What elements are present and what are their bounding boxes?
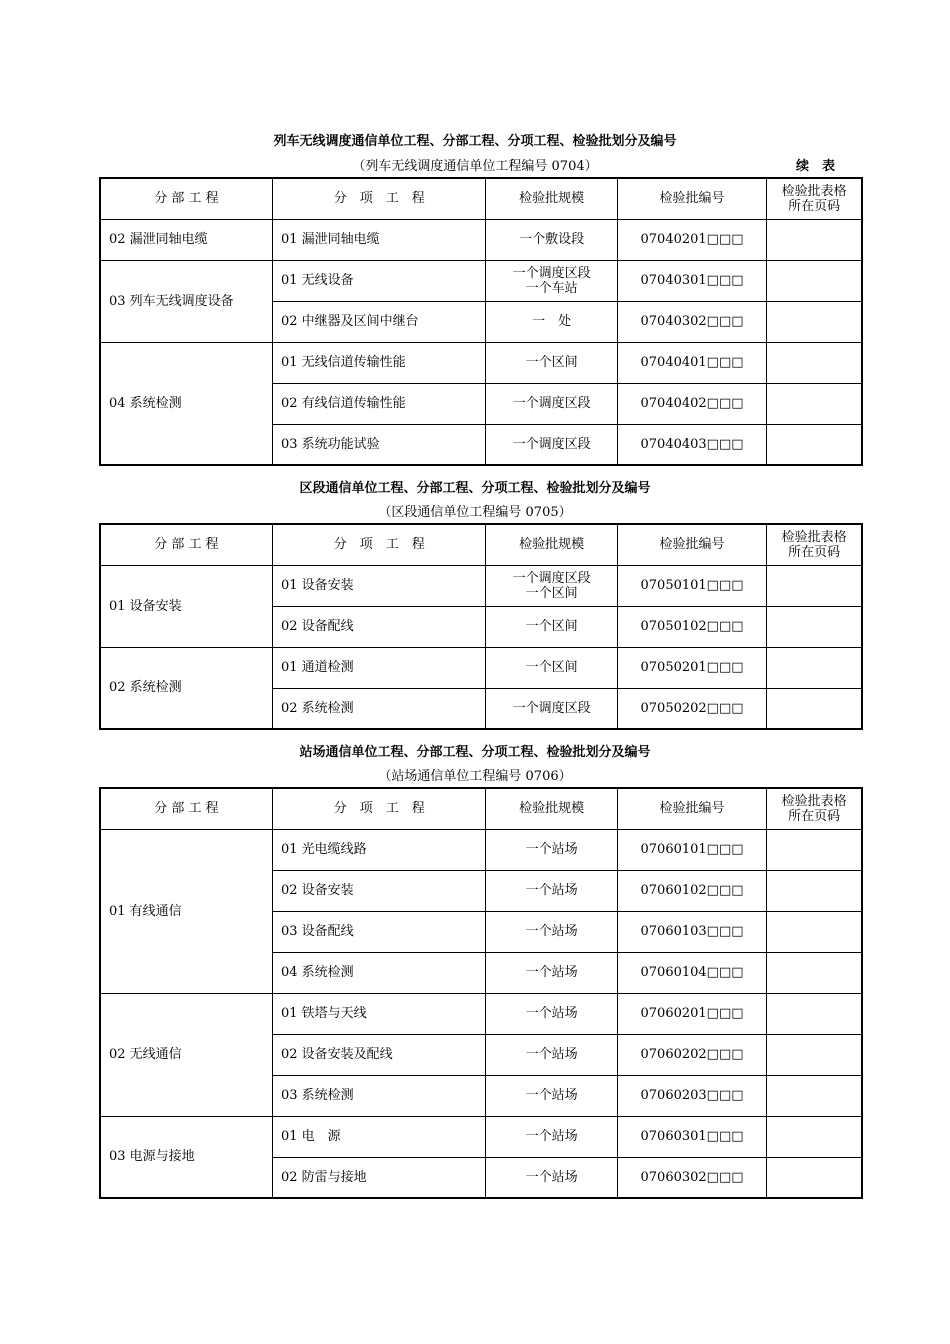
page-cell — [767, 342, 862, 383]
scale-cell: 一个调度区段 — [486, 383, 617, 424]
code-cell: 07050101□□□ — [617, 565, 766, 606]
table-0704 — [99, 177, 863, 466]
scale-cell: 一个站场 — [486, 993, 617, 1034]
page-cell — [767, 1075, 862, 1116]
table-header-row — [100, 178, 862, 219]
table-header-row — [100, 524, 862, 565]
table-header-row — [100, 788, 862, 829]
subitem-cell: 02 防雷与接地 — [272, 1157, 486, 1198]
division-cell: 01 有线通信 — [100, 829, 272, 993]
scale-cell: 一个调度区段 — [486, 688, 617, 729]
subitem-cell: 01 漏泄同轴电缆 — [272, 219, 486, 260]
header-page: 检验批表格 所在页码 — [767, 178, 862, 219]
table-0705 — [99, 523, 863, 730]
code-cell: 07060101□□□ — [617, 829, 766, 870]
scale-cell: 一个区间 — [486, 342, 617, 383]
scale-cell: 一个调度区段 一个车站 — [486, 260, 617, 301]
scale-cell: 一个调度区段 — [486, 424, 617, 465]
code-cell: 07060301□□□ — [617, 1116, 766, 1157]
section-subtitle: （站场通信单位工程编号 0706） — [378, 769, 572, 784]
division-cell: 01 设备安装 — [100, 565, 272, 647]
code-cell: 07050201□□□ — [617, 647, 766, 688]
header-code: 检验批编号 — [617, 524, 766, 565]
subitem-cell: 01 通道检测 — [272, 647, 486, 688]
subitem-cell: 01 无线信道传输性能 — [272, 342, 486, 383]
code-cell: 07060202□□□ — [617, 1034, 766, 1075]
header-code: 检验批编号 — [617, 788, 766, 829]
header-scale: 检验批规模 — [486, 178, 617, 219]
page-cell — [767, 301, 862, 342]
scale-cell: 一个站场 — [486, 829, 617, 870]
code-cell: 07050102□□□ — [617, 606, 766, 647]
subitem-cell: 03 系统检测 — [272, 1075, 486, 1116]
division-cell: 02 无线通信 — [100, 993, 272, 1116]
subitem-cell: 03 系统功能试验 — [272, 424, 486, 465]
page-cell — [767, 260, 862, 301]
section-title: 列车无线调度通信单位工程、分部工程、分项工程、检验批划分及编号 — [273, 134, 677, 149]
subitem-cell: 02 设备安装及配线 — [272, 1034, 486, 1075]
code-cell: 07060103□□□ — [617, 911, 766, 952]
subitem-cell: 02 设备配线 — [272, 606, 486, 647]
scale-cell: 一个调度区段 一个区间 — [486, 565, 617, 606]
header-page: 检验批表格 所在页码 — [767, 524, 862, 565]
scale-cell: 一个站场 — [486, 952, 617, 993]
header-subitem: 分 项 工 程 — [272, 524, 486, 565]
code-cell: 07040402□□□ — [617, 383, 766, 424]
table-row — [100, 342, 862, 383]
subitem-cell: 02 有线信道传输性能 — [272, 383, 486, 424]
section-subtitle: （区段通信单位工程编号 0705） — [378, 505, 572, 520]
division-cell: 02 系统检测 — [100, 647, 272, 729]
section-subtitle: （列车无线调度通信单位工程编号 0704） — [352, 159, 598, 174]
scale-cell: 一 处 — [486, 301, 617, 342]
scale-cell: 一个区间 — [486, 647, 617, 688]
header-scale: 检验批规模 — [486, 524, 617, 565]
page-cell — [767, 911, 862, 952]
header-subitem: 分 项 工 程 — [272, 178, 486, 219]
page-cell — [767, 565, 862, 606]
subitem-cell: 01 无线设备 — [272, 260, 486, 301]
page-cell — [767, 829, 862, 870]
subitem-cell: 02 中继器及区间中继台 — [272, 301, 486, 342]
table-0706 — [99, 787, 863, 1199]
subitem-cell: 01 光电缆线路 — [272, 829, 486, 870]
header-page: 检验批表格 所在页码 — [767, 788, 862, 829]
header-subitem: 分 项 工 程 — [272, 788, 486, 829]
division-cell: 03 列车无线调度设备 — [100, 260, 272, 342]
page-cell — [767, 424, 862, 465]
continued-label: 续 表 — [796, 159, 836, 174]
header-scale: 检验批规模 — [486, 788, 617, 829]
table-row — [100, 260, 862, 301]
page-cell — [767, 952, 862, 993]
header-division: 分 部 工 程 — [100, 178, 272, 219]
table-row — [100, 647, 862, 688]
division-cell: 03 电源与接地 — [100, 1116, 272, 1198]
scale-cell: 一个站场 — [486, 1157, 617, 1198]
page-cell — [767, 606, 862, 647]
table-row — [100, 829, 862, 870]
code-cell: 07060102□□□ — [617, 870, 766, 911]
section-title: 站场通信单位工程、分部工程、分项工程、检验批划分及编号 — [299, 745, 651, 760]
table-row — [100, 993, 862, 1034]
page-cell — [767, 1157, 862, 1198]
page-cell — [767, 219, 862, 260]
scale-cell: 一个站场 — [486, 1116, 617, 1157]
scale-cell: 一个敷设段 — [486, 219, 617, 260]
table-row — [100, 219, 862, 260]
scale-cell: 一个区间 — [486, 606, 617, 647]
code-cell: 07040403□□□ — [617, 424, 766, 465]
code-cell: 07040301□□□ — [617, 260, 766, 301]
page-cell — [767, 688, 862, 729]
subitem-cell: 02 设备安装 — [272, 870, 486, 911]
code-cell: 07060201□□□ — [617, 993, 766, 1034]
page-cell — [767, 1116, 862, 1157]
scale-cell: 一个站场 — [486, 1075, 617, 1116]
subitem-cell: 01 电 源 — [272, 1116, 486, 1157]
scale-cell: 一个站场 — [486, 911, 617, 952]
table-row — [100, 565, 862, 606]
subitem-cell: 03 设备配线 — [272, 911, 486, 952]
subitem-cell: 02 系统检测 — [272, 688, 486, 729]
code-cell: 07040201□□□ — [617, 219, 766, 260]
page-cell — [767, 383, 862, 424]
page-cell — [767, 1034, 862, 1075]
code-cell: 07060104□□□ — [617, 952, 766, 993]
code-cell: 07060203□□□ — [617, 1075, 766, 1116]
scale-cell: 一个站场 — [486, 1034, 617, 1075]
code-cell: 07050202□□□ — [617, 688, 766, 729]
section-title: 区段通信单位工程、分部工程、分项工程、检验批划分及编号 — [299, 481, 651, 496]
header-code: 检验批编号 — [617, 178, 766, 219]
code-cell: 07040302□□□ — [617, 301, 766, 342]
page-cell — [767, 647, 862, 688]
scale-cell: 一个站场 — [486, 870, 617, 911]
subitem-cell: 04 系统检测 — [272, 952, 486, 993]
table-row — [100, 1116, 862, 1157]
code-cell: 07060302□□□ — [617, 1157, 766, 1198]
division-cell: 04 系统检测 — [100, 342, 272, 465]
page-cell — [767, 993, 862, 1034]
header-division: 分 部 工 程 — [100, 524, 272, 565]
subitem-cell: 01 铁塔与天线 — [272, 993, 486, 1034]
code-cell: 07040401□□□ — [617, 342, 766, 383]
subitem-cell: 01 设备安装 — [272, 565, 486, 606]
page-cell — [767, 870, 862, 911]
header-division: 分 部 工 程 — [100, 788, 272, 829]
division-cell: 02 漏泄同轴电缆 — [100, 219, 272, 260]
